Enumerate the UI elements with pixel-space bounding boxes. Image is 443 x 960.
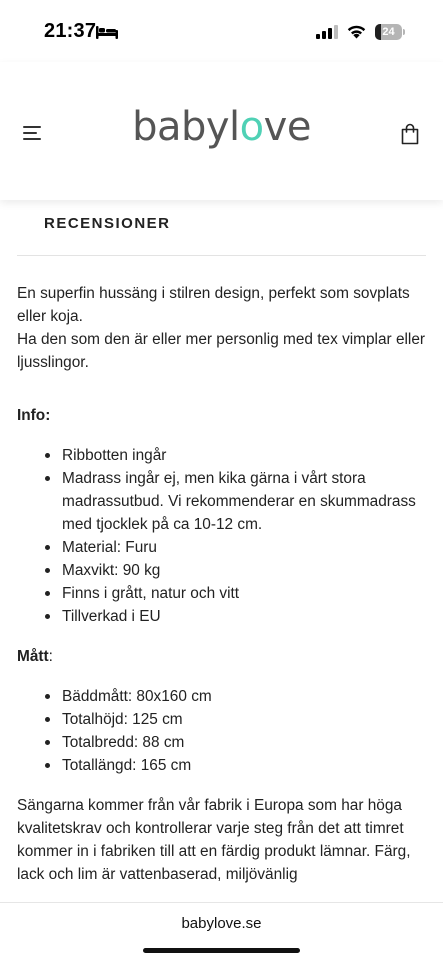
list-item: Totalhöjd: 125 cm [45,708,427,731]
section-title-reviews[interactable]: RECENSIONER [44,215,171,232]
status-bar [0,0,443,62]
dimensions-heading-colon: : [48,648,53,665]
wifi-icon [346,23,367,39]
info-heading: Info: [17,407,51,424]
bed-icon [96,25,118,39]
list-item: Ribbotten ingår [45,444,427,467]
url-text[interactable]: babylove.se [181,915,262,932]
intro-line-1: En superfin hussäng i stilren design, perfekt som sovplats eller koja. [17,285,410,325]
list-item: Totallängd: 165 cm [45,754,427,777]
list-item: Totalbredd: 88 cm [45,731,427,754]
site-header [0,62,443,200]
battery-body [375,24,402,40]
intro-line-2: Ha den som den är eller mer personlig med tex vimplar eller ljusslingor. [17,331,426,371]
list-item: Material: Furu [45,536,427,559]
signal-icon [316,25,338,39]
status-time: 21:37 [44,20,97,42]
dimensions-heading [17,645,427,668]
battery-level: 24 [382,26,395,38]
info-list [45,444,427,628]
site-logo[interactable] [0,104,443,150]
closing-paragraph: Sängarna kommer från vår fabrik i Europa som har höga kvalitetskrav och kontrollerar varje steg från det att timret kommer in i fabriken till att en färdig produkt lämnar. Färg, lack och lim är vattenbaserad, miljövänlig [17,797,411,883]
shopping-bag-icon[interactable] [398,122,422,146]
logo-heart: o [239,104,264,150]
product-description [17,282,427,886]
battery-indicator [375,24,405,40]
home-indicator[interactable] [143,948,300,953]
list-item: Tillverkad i EU [45,605,427,628]
list-item: Madrass ingår ej, men kika gärna i vårt stora madrassutbud. Vi rekommenderar en skummadrass med tjocklek på ca 10-12 cm. [45,467,427,536]
list-item: Maxvikt: 90 kg [45,559,427,582]
logo-suffix: ve [263,104,311,150]
browser-url-bar[interactable] [0,902,443,960]
section-divider [17,255,426,256]
list-item: Finns i grått, natur och vitt [45,582,427,605]
battery-cap [403,29,405,35]
list-item: Bäddmått: 80x160 cm [45,685,427,708]
logo-prefix: babyl [132,104,240,150]
dimensions-list [45,685,427,777]
dimensions-heading-bold: Mått [17,648,49,665]
